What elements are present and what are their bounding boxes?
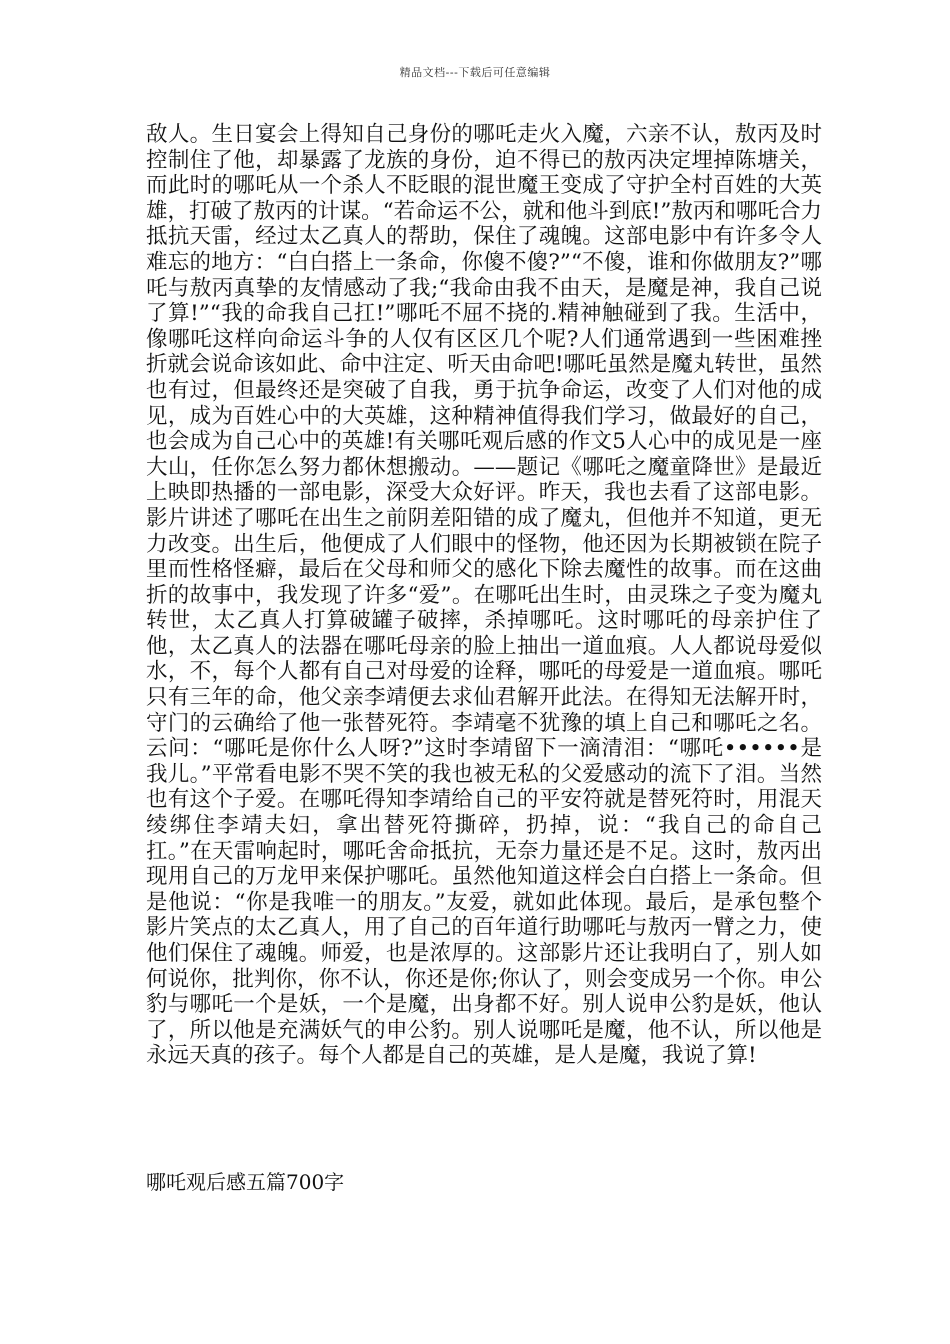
page-header: 精品文档---下载后可任意编辑 (399, 66, 551, 79)
body-paragraph: 敌人。生日宴会上得知自己身份的哪吒走火入魔，六亲不认，敖丙及时控制住了他，却暴露了龙族的身份，迫不得已的敖丙决定埋掉陈塘关，而此时的哪吒从一个杀人不眨眼的混世魔王变成了守护全村百姓的大英雄，打破了敖丙的计谋。“若命运不公，就和他斗到底!”敖丙和哪吒合力抵抗天雷，经过太乙真人的帮助，保住了魂魄。这部电影中有许多令人难忘的地方：“白白搭上一条命，你傻不傻?”“不傻，谁和你做朋友?”哪吒与敖丙真挚的友情感动了我;“我命由我不由天，是魔是神，我自己说了算!”“我的命我自己扛!”哪吒不屈不挠的.精神触碰到了我。生活中，像哪吒这样向命运斗争的人仅有区区几个呢?人们通常遇到一些困难挫折就会说命该如此、命中注定、听天由命吧!哪吒虽然是魔丸转世，虽然也有过，但最终还是突破了自我，勇于抗争命运，改变了人们对他的成见，成为百姓心中的大英雄，这种精神值得我们学习，做最好的自己，也会成为自己心中的英雄!有关哪吒观后感的作文5人心中的成见是一座大山，任你怎么努力都休想搬动。——题记《哪吒之魔童降世》是最近上映即热播的一部电影，深受大众好评。昨天，我也去看了这部电影。影片讲述了哪吒在出生之前阴差阳错的成了魔丸，但他并不知道，更无力改变。出生后，他便成了人们眼中的怪物，他还因为长期被锁在院子里而性格怪癖，最后在父母和师父的感化下除去魔性的故事。而在这曲折的故事中，我发现了许多“爱”。在哪吒出生时，由灵珠之子变为魔丸转世，太乙真人打算破罐子破摔，杀掉哪吒。这时哪吒的母亲护住了他，太乙真人的法器在哪吒母亲的脸上抽出一道血痕。人人都说母爱似水，不，每个人都有自己对母爱的诠释，哪吒的母爱是一道血痕。哪吒只有三年的命，他父亲李靖便去求仙君解开此法。在得知无法解开时，守门的云确给了他一张替死符。李靖毫不犹豫的填上自己和哪吒之名。云问：“哪吒是你什么人呀?”这时李靖留下一滴清泪：“哪吒••••••是我儿。”平常看电影不哭不笑的我也被无私的父爱感动的流下了泪。当然也有这个子爱。在哪吒得知李靖给自己的平安符就是替死符时，用混天绫绑住李靖夫妇，拿出替死符撕碎，扔掉，说：“我自己的命自己扛。”在天雷响起时，哪吒舍命抵抗，无奈力量还是不足。这时，敖丙出现用自己的万龙甲来保护哪吒。虽然他知道这样会白白搭上一条命。但是他说：“你是我唯一的朋友。”友爱，就如此体现。最后，是承包整个影片笑点的太乙真人，用了自己的百年道行助哪吒与敖丙一臂之力，使他们保住了魂魄。师爱，也是浓厚的。这部影片还让我明白了，别人如何说你，批判你，你不认，你还是你;你认了，则会变成另一个你。申公豹与哪吒一个是妖，一个是魔，出身都不好。别人说申公豹是妖，他认了，所以他是充满妖气的申公豹。别人说哪吒是魔，他不认，所以他是永远天真的孩子。每个人都是自己的英雄，是人是魔，我说了算! (146, 122, 822, 1069)
section-heading: 哪吒观后感五篇700字 (146, 1170, 345, 1194)
